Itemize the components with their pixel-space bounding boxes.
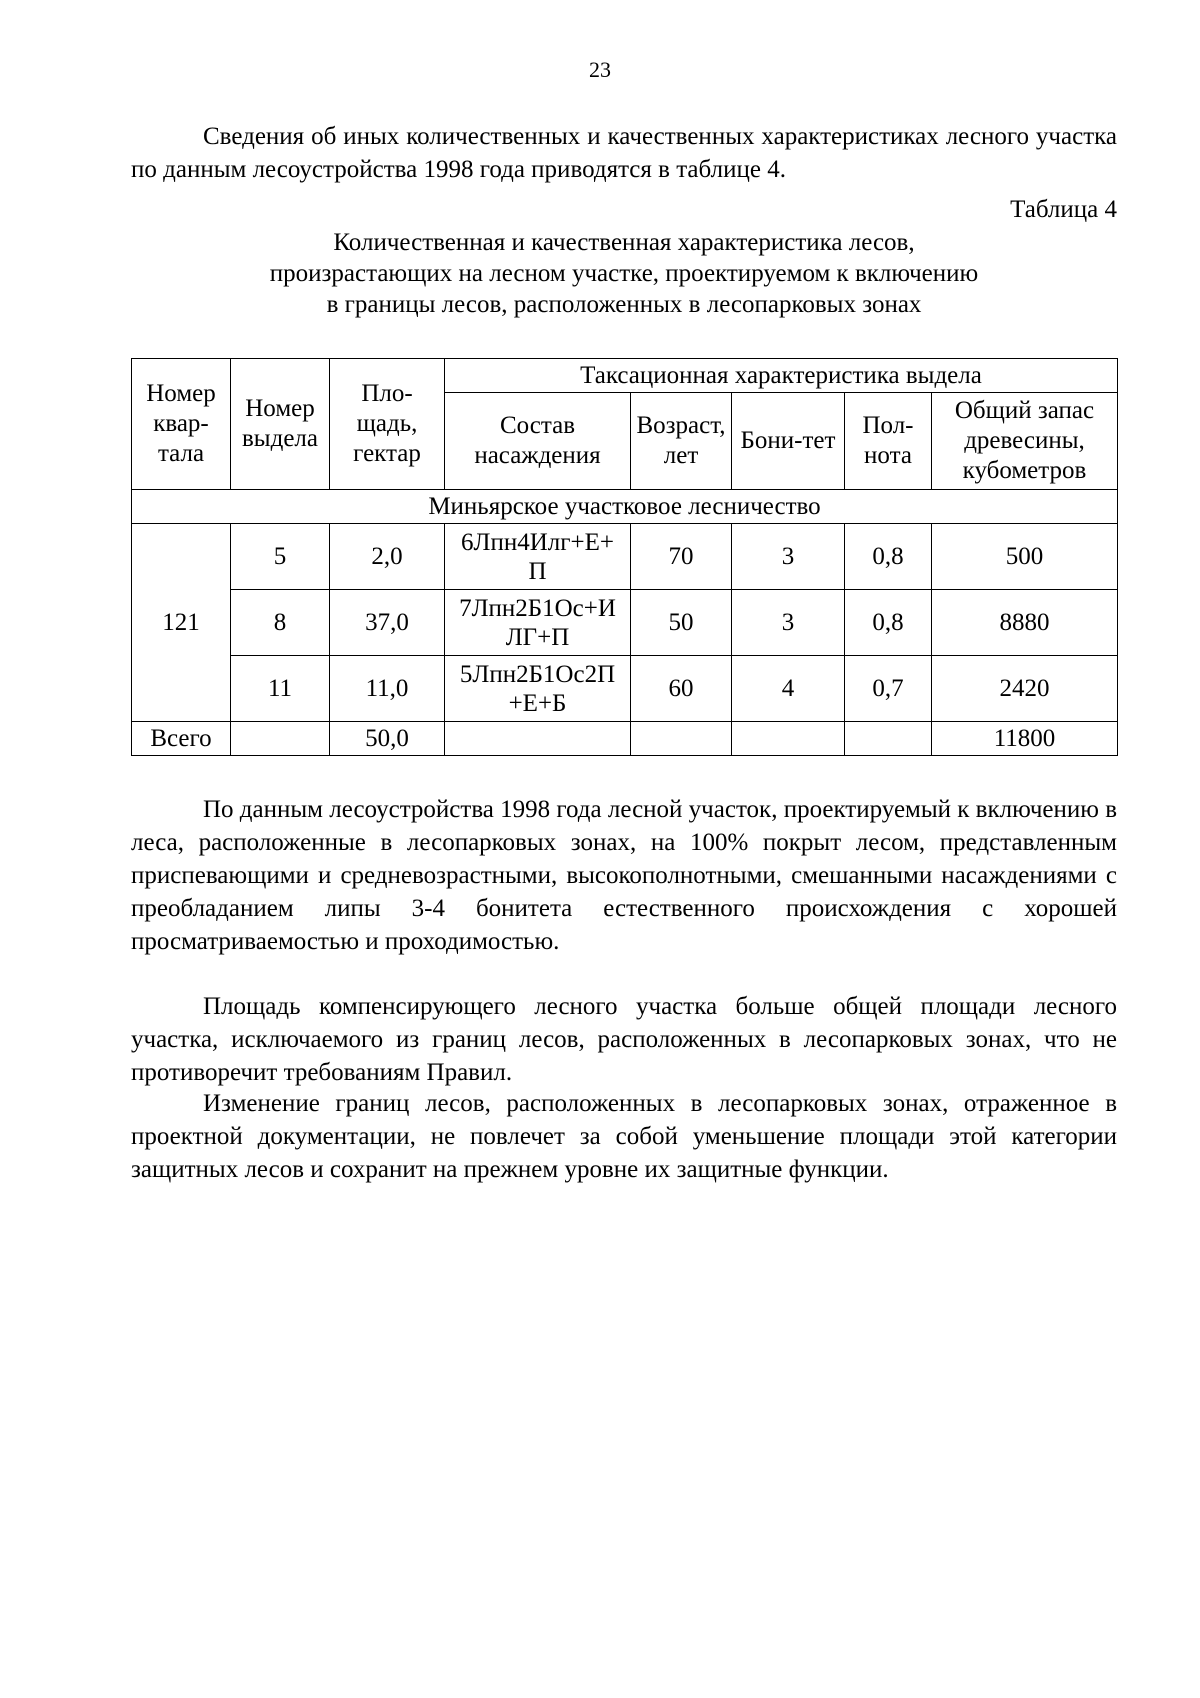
total-empty-cell	[445, 722, 631, 756]
cell-composition: 6Лпн4Илг+Е+ П	[445, 524, 631, 590]
cell-volume: 8880	[932, 590, 1118, 656]
cell-density: 0,8	[845, 524, 932, 590]
total-empty-cell	[631, 722, 732, 756]
total-volume: 11800	[932, 722, 1118, 756]
header-area: Пло-щадь, гектар	[330, 359, 445, 490]
cell-quarter: 121	[132, 524, 231, 722]
header-age: Возраст, лет	[631, 393, 732, 490]
body-paragraph: Изменение границ лесов, расположенных в лесопарковых зонах, отраженное в проектной документации, не повлечет за собой уменьшение площади этой категории защитных лесов и сохранит на прежнем уровне их защитные функции.	[131, 1090, 1117, 1183]
body-paragraph: По данным лесоустройства 1998 года лесной участок, проектируемый к включению в леса, расположенные в лесопарковых зонах, на 100% покрыт лесом, представленным приспевающими и средневозрастными, высокополнотными, смешанными насаждениями с преобладанием липы 3-4 бонитета естественного происхождения с хорошей просматриваемостью и проходимостью.	[131, 796, 1117, 955]
cell-volume: 500	[932, 524, 1118, 590]
cell-bonitet: 3	[732, 524, 845, 590]
total-label: Всего	[132, 722, 231, 756]
body-paragraph: Площадь компенсирующего лесного участка больше общей площади лесного участка, исключаемого из границ лесов, расположенных в лесопарковых зонах, что не противоречит требованиям Правил.	[131, 993, 1117, 1086]
table-caption	[131, 227, 1117, 320]
cell-age: 60	[631, 656, 732, 722]
table-row	[132, 656, 1118, 722]
table-row	[132, 524, 1118, 590]
header-plot: Номер выдела	[231, 359, 330, 490]
header-row	[132, 359, 1118, 393]
caption-line: в границы лесов, расположенных в лесопарковых зонах	[326, 291, 922, 318]
cell-density: 0,7	[845, 656, 932, 722]
table-row	[132, 590, 1118, 656]
cell-age: 50	[631, 590, 732, 656]
taxation-table	[131, 358, 1118, 756]
cell-bonitet: 4	[732, 656, 845, 722]
cell-plot: 11	[231, 656, 330, 722]
header-composition: Состав насаждения	[445, 393, 631, 490]
header-quarter: Номер квар-тала	[132, 359, 231, 490]
page-number: 23	[589, 57, 611, 82]
header-taxation-group: Таксационная характеристика выдела	[445, 359, 1118, 393]
cell-area: 37,0	[330, 590, 445, 656]
caption-line: произрастающих на лесном участке, проектируемом к включению	[269, 260, 979, 287]
total-area: 50,0	[330, 722, 445, 756]
caption-line: Количественная и качественная характеристика лесов,	[333, 229, 915, 256]
total-row	[132, 722, 1118, 756]
total-empty-cell	[845, 722, 932, 756]
cell-age: 70	[631, 524, 732, 590]
section-row	[132, 490, 1118, 524]
cell-composition: 7Лпн2Б1Ос+И ЛГ+П	[445, 590, 631, 656]
cell-composition: 5Лпн2Б1Ос2П +Е+Б	[445, 656, 631, 722]
intro-paragraph: Сведения об иных количественных и качественных характеристиках лесного участка по данным лесоустройства 1998 года приводятся в таблице 4.	[131, 123, 1117, 183]
cell-plot: 5	[231, 524, 330, 590]
cell-density: 0,8	[845, 590, 932, 656]
cell-area: 2,0	[330, 524, 445, 590]
cell-area: 11,0	[330, 656, 445, 722]
table-label: Таблица 4	[1010, 196, 1117, 223]
cell-volume: 2420	[932, 656, 1118, 722]
total-empty-cell	[231, 722, 330, 756]
header-density: Пол-нота	[845, 393, 932, 490]
cell-plot: 8	[231, 590, 330, 656]
header-volume: Общий запас древесины, кубометров	[932, 393, 1118, 490]
cell-bonitet: 3	[732, 590, 845, 656]
header-bonitet: Бони-тет	[732, 393, 845, 490]
section-title: Миньярское участковое лесничество	[132, 490, 1118, 524]
total-empty-cell	[732, 722, 845, 756]
